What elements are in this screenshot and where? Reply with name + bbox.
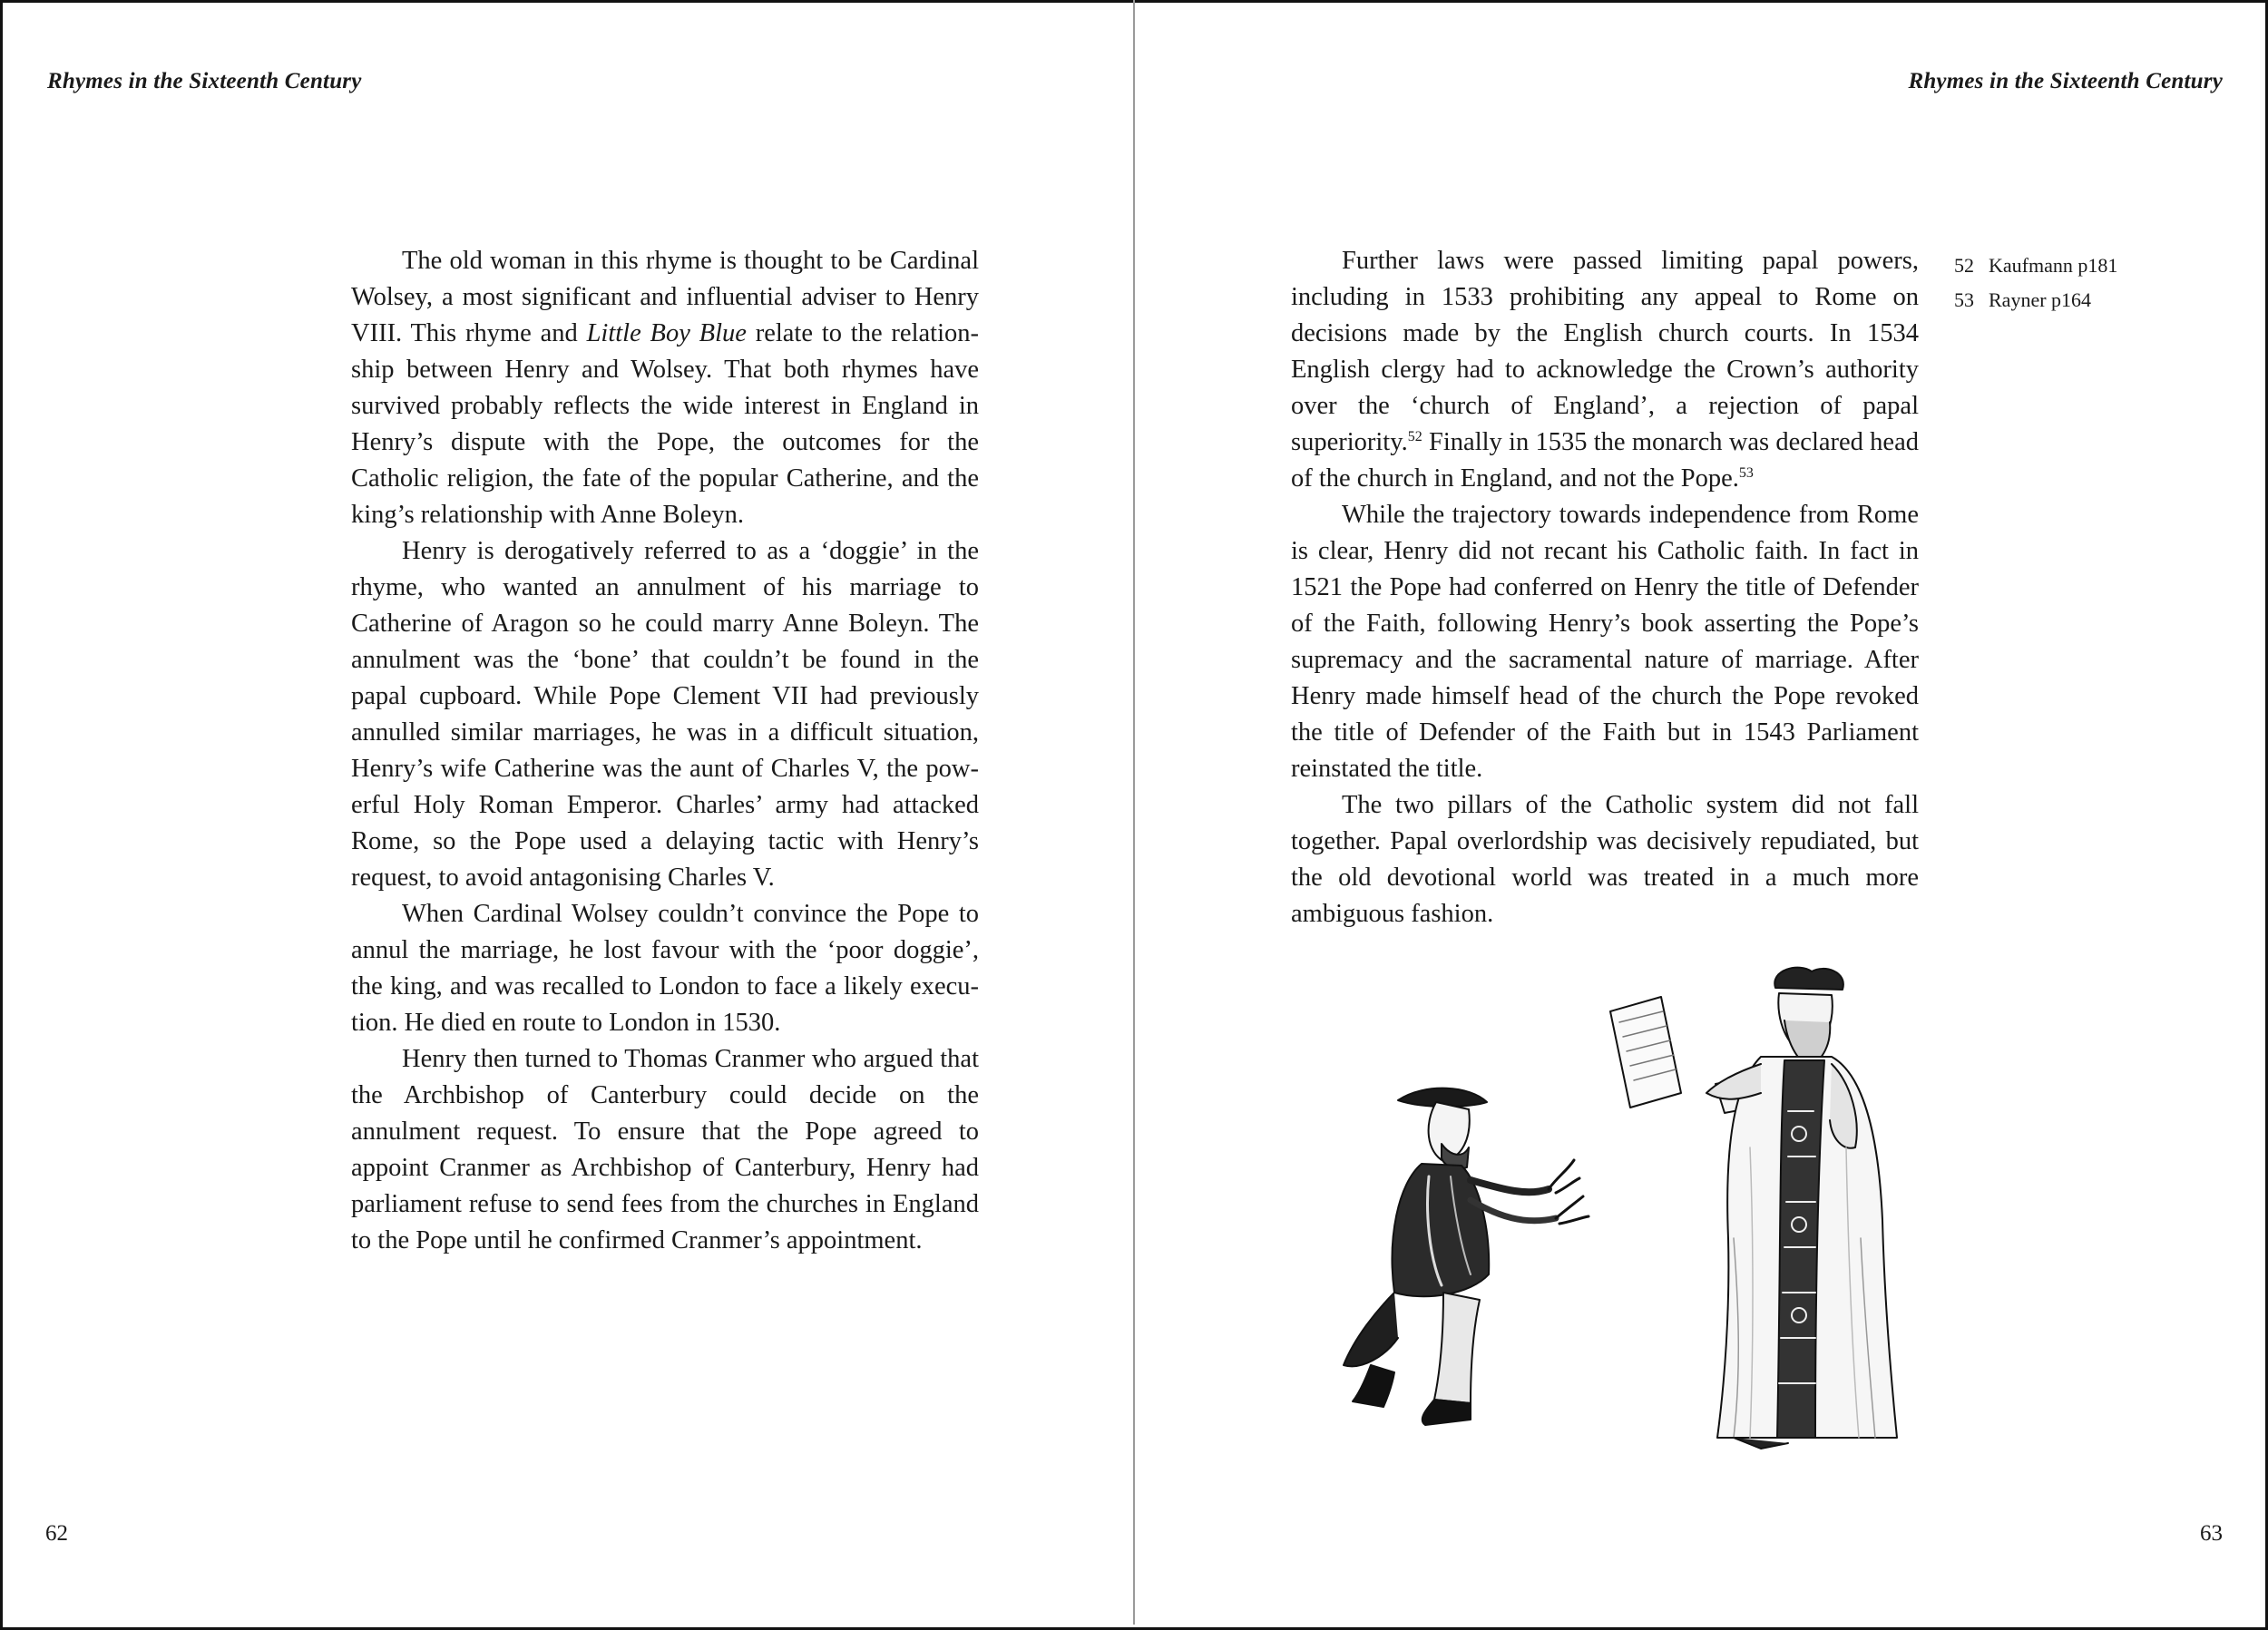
body-text xyxy=(351,243,979,1259)
paragraph: While the trajectory towards independence from Rome is clear, Henry did not recant his Catholic faith. In fact in 1521 the Pope had conferred on Henry the title of Defender of the Faith, following Henry’s book asserting the Pope’s supremacy and the sacramental nature of marriage. After Henry made himself head of the church the Pope revoked the title of Defender of the Faith but in 1543 Parliament reinstated the title. xyxy=(1291,501,1919,783)
rhyme-title: Little Boy Blue xyxy=(586,319,747,347)
text-run: The old woman in this rhyme is thought to be Cardinal Wolsey, a most significant and influential adviser to Henry VIII. This rhyme and xyxy=(351,247,979,347)
engraving-illustration xyxy=(1334,966,1915,1469)
page-number: 63 xyxy=(2200,1521,2223,1546)
footnote-ref[interactable]: 53 xyxy=(1738,465,1754,481)
page-number: 62 xyxy=(45,1521,68,1546)
footnote xyxy=(1954,249,2226,283)
paragraph xyxy=(1291,243,1919,497)
paragraph: Henry is derogatively referred to as a ‘doggie’ in the rhyme, who wanted an annulment of his marriage to Catherine of Aragon so he could marry Anne Boleyn. The annulment was the ‘bone’ that couldn’t be found in the papal cupboard. While Pope Clement VII had previously annulled similar marriages, he was in a difficult situation, Henry’s wife Catherine was the aunt of Charles V, the powerful Holy Roman Emperor. Charles’ army had attacked Rome, so the Pope used a delaying tactic with Henry’s request, to avoid antagonising Charles V. xyxy=(351,537,979,892)
footnote-number: 52 xyxy=(1954,254,1974,277)
footnote-text: Kaufmann p181 xyxy=(1989,254,2118,277)
paragraph: The two pillars of the Catholic system did not fall together. Papal overlordship was decisively repudiated, but the old devotional world was treated in a much more ambiguous fashion. xyxy=(1291,791,1919,928)
text-run: Further laws were passed limiting papal powers, including in 1533 prohibiting any appeal to Rome on decisions made by the English church courts. In 1534 English clergy had to acknowledge the Crown’s authority over the ‘church of England’, a rejection of papal superiority. xyxy=(1291,247,1919,456)
footnote-number: 53 xyxy=(1954,288,1974,311)
left-page xyxy=(0,0,1133,1625)
footnote-text: Rayner p164 xyxy=(1989,288,2092,311)
text-run: relate to the relationship between Henry and Wolsey. That both rhymes have survived probably reflects the wide interest in England in Henry’s dispute with the Pope, the outcomes for the Catholic religion, the fate of the popular Catherine, and the king’s relationship with Anne Boleyn. xyxy=(351,319,979,529)
body-text xyxy=(1291,243,1919,932)
footnotes xyxy=(1954,249,2226,317)
paragraph: When Cardinal Wolsey couldn’t convince the Pope to annul the marriage, he lost favour with the ‘poor doggie’, the king, and was recalled to London to face a likely execution. He died en route to London in 1530. xyxy=(351,900,979,1037)
paragraph xyxy=(351,243,979,533)
running-head: Rhymes in the Sixteenth Century xyxy=(47,69,362,93)
footnote-ref[interactable]: 52 xyxy=(1407,429,1422,444)
footnote xyxy=(1954,283,2226,317)
paragraph: Henry then turned to Thomas Cranmer who argued that the Archbishop of Canterbury could decide on the annulment request. To ensure that the Pope agreed to appoint Cranmer as Archbishop of Canterbury, Henry had parliament refuse to send fees from the churches in England to the Pope until he confirmed Cranmer’s appointment. xyxy=(351,1045,979,1254)
right-page xyxy=(1135,0,2268,1625)
text-run: Finally in 1535 the monarch was declared head of the church in England, and not the Pope. xyxy=(1291,428,1919,493)
running-head: Rhymes in the Sixteenth Century xyxy=(1908,69,2223,93)
